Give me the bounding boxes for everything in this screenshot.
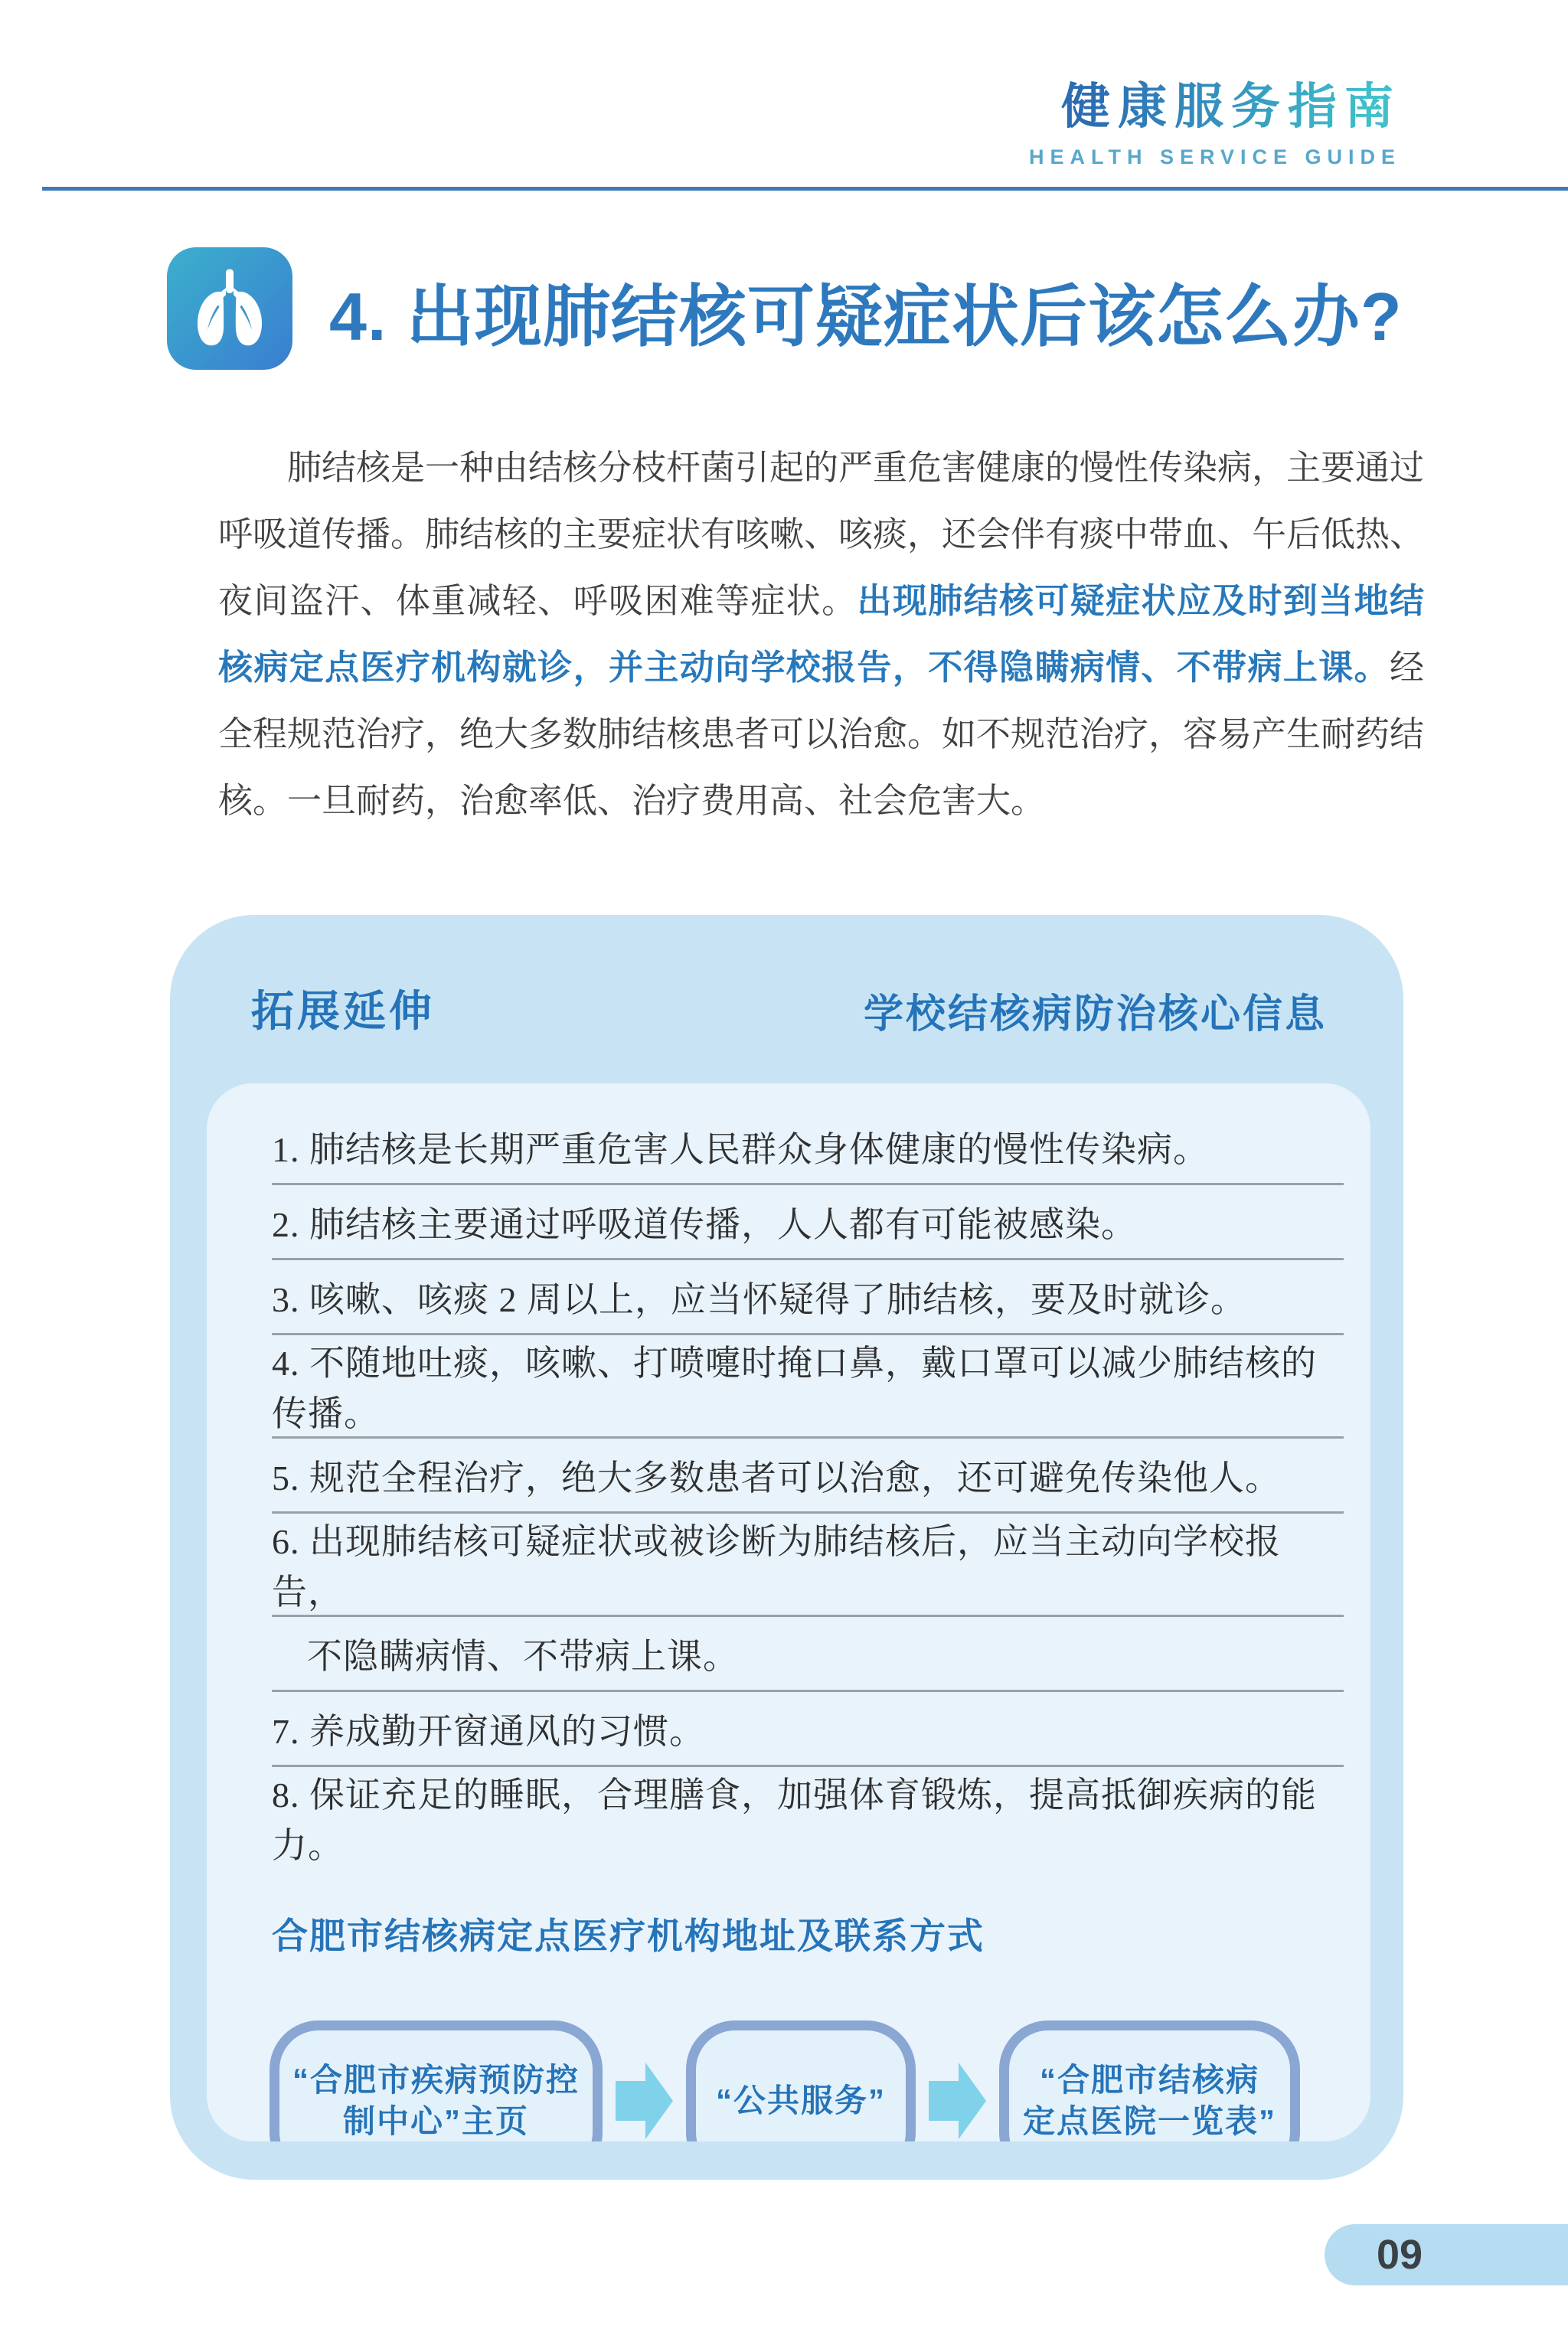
section-title: 4. 出现肺结核可疑症状后该怎么办? [329,279,1403,354]
extension-title: 学校结核病防治核心信息 [863,992,1327,1037]
list-item: 不隐瞒病情、不带病上课。 [272,1617,1344,1692]
flow-step-line: “合肥市结核病 [1039,2062,1259,2098]
list-item: 6. 出现肺结核可疑症状或被诊断为肺结核后，应当主动向学校报告， [272,1514,1344,1617]
extension-box [170,915,1403,2180]
page-number: 09 [1377,2232,1423,2278]
list-item: 8. 保证充足的睡眠，合理膳食，加强体育锻炼，提高抵御疾病的能力。 [272,1775,1317,1865]
lungs-icon [167,247,292,370]
list-item: 7. 养成勤开窗通风的习惯。 [272,1692,1344,1767]
extension-label: 拓展延伸 [251,987,435,1035]
lookup-flow [270,2020,1317,2141]
flow-step-line: 定点医院一览表” [1022,2103,1276,2139]
header-divider [42,187,1568,191]
flow-step-line: “公共服务” [715,2082,886,2118]
intro-paragraph [218,434,1424,834]
list-item: 3. 咳嗽、咳痰 2 周以上，应当怀疑得了肺结核，要及时就诊。 [272,1260,1344,1335]
list-item: 4. 不随地吐痰，咳嗽、打喷嚏时掩口鼻，戴口罩可以减少肺结核的传播。 [272,1335,1344,1439]
list-item: 1. 肺结核是长期严重危害人民群众身体健康的慢性传染病。 [272,1110,1344,1185]
flow-step-2 [686,2020,916,2141]
page-header [1029,67,1401,169]
flow-step-3 [999,2020,1300,2141]
arrow-right-icon [616,2063,673,2139]
extension-box-header [170,915,1403,1039]
core-info-list [272,1110,1344,1868]
intro-highlight: 出现肺结核可疑症状应及时到当地结核病定点医疗机构就诊，并主动向学校报告，不得隐瞒病情、不带病上课。 [218,581,1424,687]
guide-subtitle: HEALTH SERVICE GUIDE [1028,145,1401,168]
page-number-pill [1325,2224,1568,2285]
list-item: 2. 肺结核主要通过呼吸道传播，人人都有可能被感染。 [272,1185,1344,1260]
intro-text-1: 肺结核是一种由结核分枝杆菌引起的严重危害健康的慢性传染病，主要通过呼吸道传播。肺结核的主要症状有咳嗽、咳痰，还会伴有痰中带血、午后低热、夜间盗汗、体重减轻、呼吸困难等症状。 [218,448,1425,620]
flow-step-line: 制中心”主页 [342,2103,529,2139]
arrow-right-icon [929,2063,986,2139]
guide-title: 健康服务指南 [1061,67,1401,138]
contact-heading: 合肥市结核病定点医疗机构地址及联系方式 [272,1916,985,1956]
intro-text-2: 经全程规范治疗，绝大多数肺结核患者可以治愈。如不规范治疗，容易产生耐药结核。一旦耐药，治愈率低、治疗费用高、社会危害大。 [218,648,1425,820]
flow-step-line: “合肥市疾病预防控 [292,2062,580,2098]
list-item: 5. 规范全程治疗，绝大多数患者可以治愈，还可避免传染他人。 [272,1439,1344,1514]
core-info-panel [207,1083,1370,2141]
flow-step-1 [270,2020,603,2141]
